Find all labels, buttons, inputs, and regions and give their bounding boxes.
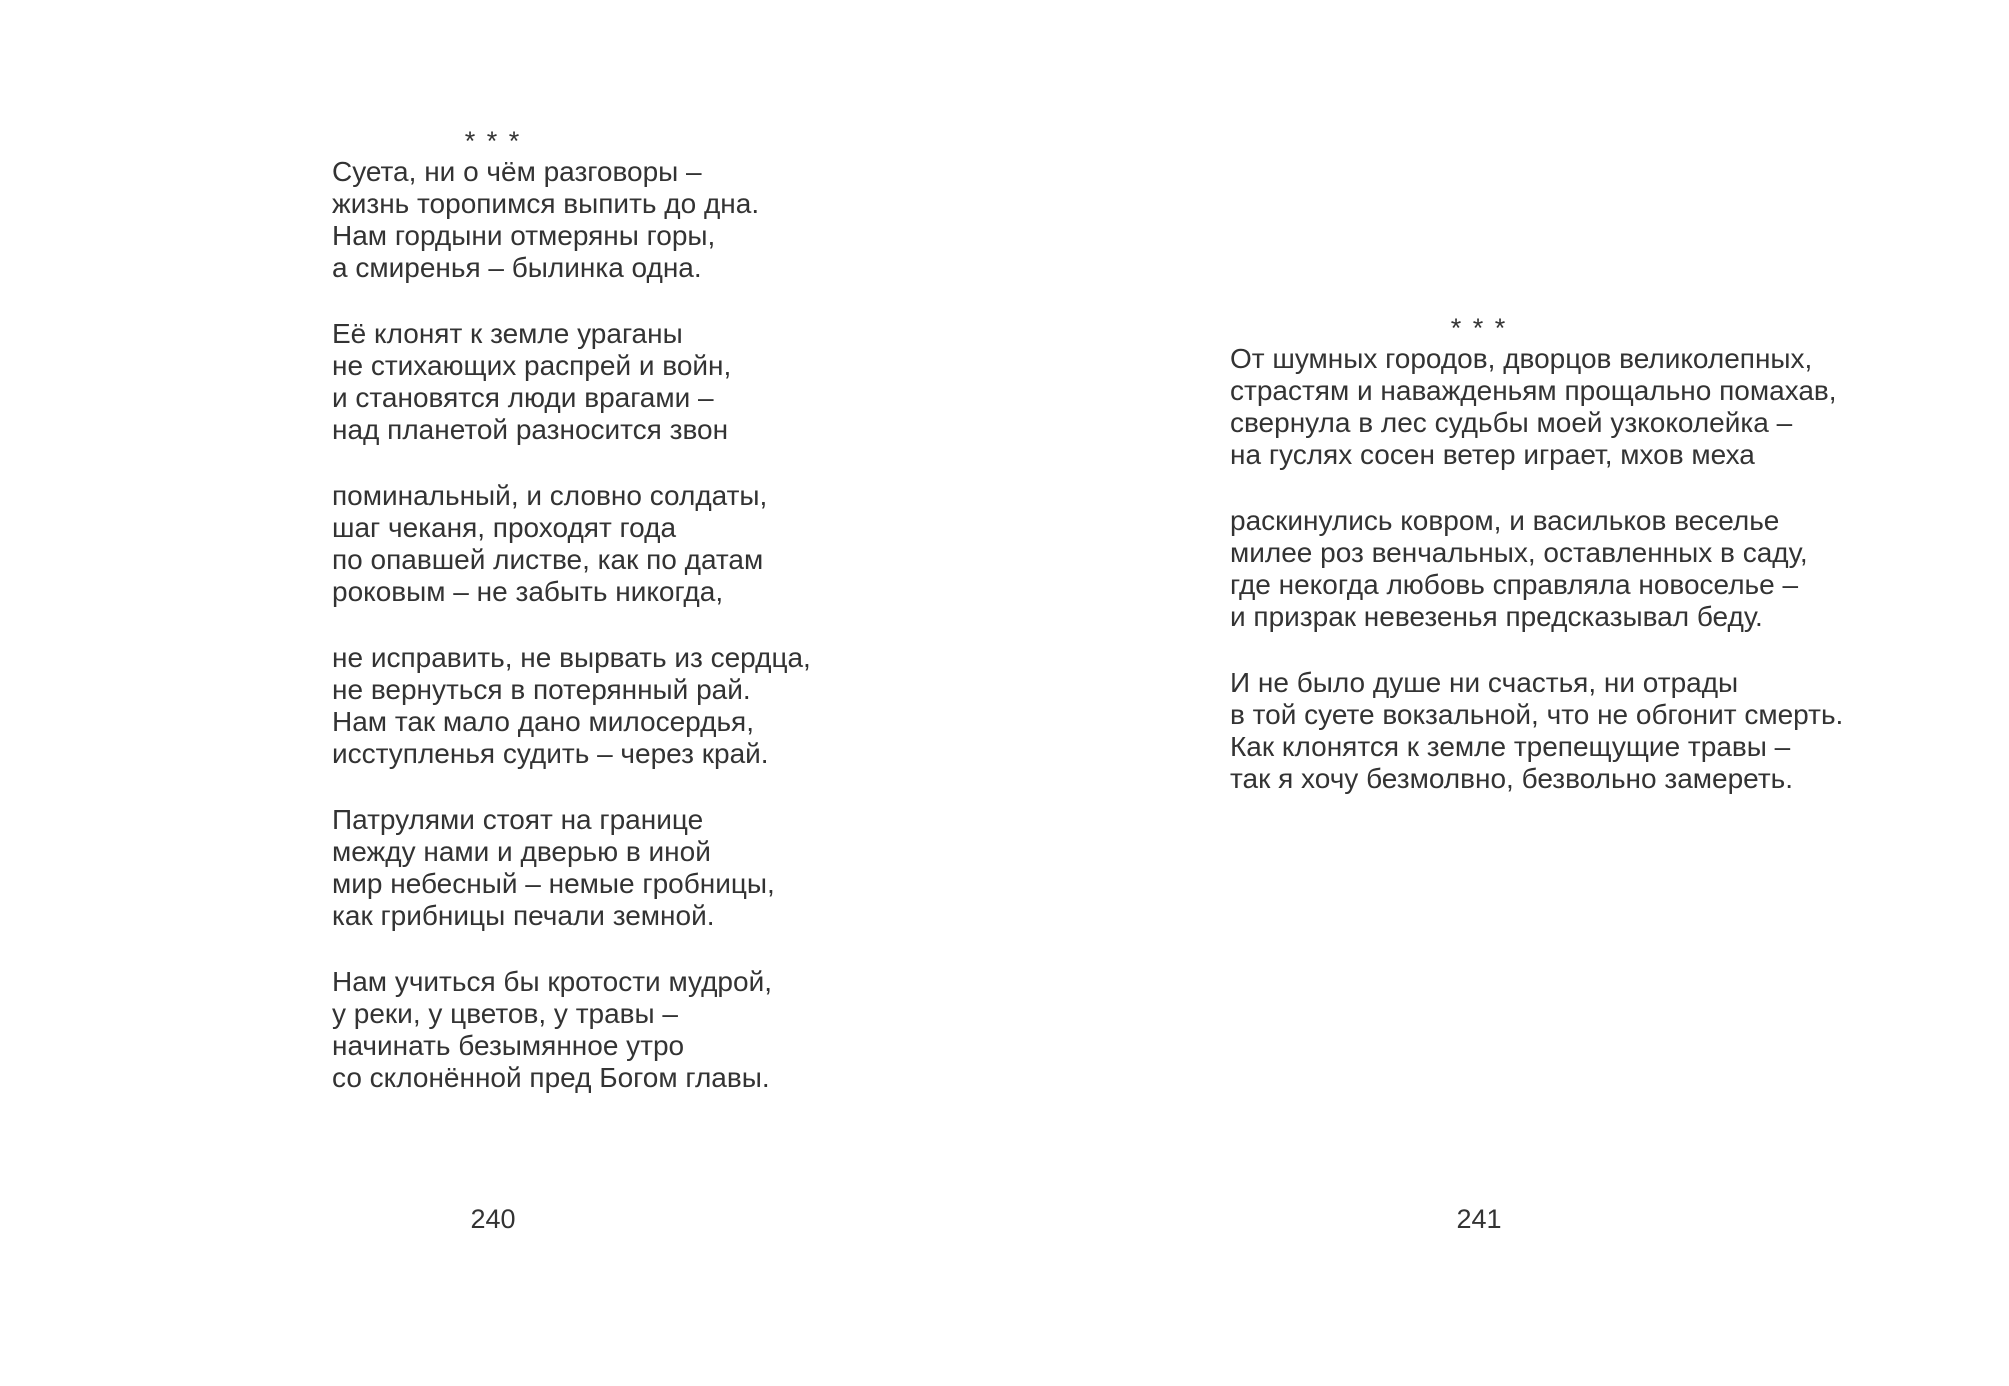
poem-line: где некогда любовь справляла новоселье – [1230, 569, 1799, 600]
poem-line: начинать безымянное утро [332, 1030, 685, 1061]
poem-line: страстям и наважденьям прощально помахав, [1230, 375, 1837, 406]
poem-line: И не было душе ни счастья, ни отрады [1230, 667, 1739, 698]
poem-line: свернула в лес судьбы моей узкоколейка – [1230, 407, 1793, 438]
poem-line: поминальный, и словно солдаты, [332, 480, 768, 511]
poem-line: между нами и дверью в иной [332, 836, 711, 867]
stanza [1230, 667, 1843, 795]
section-marker: * * * [464, 126, 522, 156]
poem-line: над планетой разносится звон [332, 414, 729, 445]
stanza [332, 966, 811, 1094]
stanza [332, 156, 811, 284]
poem-line: не исправить, не вырвать из сердца, [332, 642, 811, 673]
right-page [986, 0, 1972, 1386]
poem-line: не стихающих распрей и войн, [332, 350, 732, 381]
poem-line: Нам гордыни отмеряны горы, [332, 220, 716, 251]
poem-line: шаг чеканя, проходят года [332, 512, 677, 543]
poem-line: со склонённой пред Богом главы. [332, 1062, 770, 1093]
poem-line: на гуслях сосен ветер играет, мхов меха [1230, 439, 1755, 470]
poem-line: исступленья судить – через край. [332, 738, 769, 769]
poem-line: мир небесный – немые гробницы, [332, 868, 775, 899]
poem-line: не вернуться в потерянный рай. [332, 674, 751, 705]
stanza [332, 480, 811, 608]
poem-line: милее роз венчальных, оставленных в саду, [1230, 537, 1808, 568]
stanza [332, 642, 811, 770]
poem-line: а смиренья – былинка одна. [332, 252, 702, 283]
page-number-right: 241 [1456, 1204, 1502, 1234]
poem-right [1230, 343, 1843, 795]
poem-line: жизнь торопимся выпить до дна. [332, 188, 760, 219]
poem-line: Её клонят к земле ураганы [332, 318, 683, 349]
poem-line: Нам учиться бы кротости мудрой, [332, 966, 772, 997]
poem-line: Суета, ни о чём разговоры – [332, 156, 702, 187]
page-number-left: 240 [470, 1204, 516, 1234]
poem-line: Нам так мало дано милосердья, [332, 706, 754, 737]
left-page [0, 0, 986, 1386]
poem-line: Патрулями стоят на границе [332, 804, 704, 835]
section-marker: * * * [1450, 313, 1508, 343]
poem-line: Как клонятся к земле трепещущие травы – [1230, 731, 1791, 762]
poem-line: как грибницы печали земной. [332, 900, 715, 931]
poem-line: так я хочу безмолвно, безвольно замереть. [1230, 763, 1794, 794]
poem-line: по опавшей листве, как по датам [332, 544, 764, 575]
poem-line: роковым – не забыть никогда, [332, 576, 724, 607]
stanza [332, 804, 811, 932]
stanza [1230, 505, 1843, 633]
poem-line: в той суете вокзальной, что не обгонит смерть. [1230, 699, 1844, 730]
poem-line: и становятся люди врагами – [332, 382, 714, 413]
poem-left [332, 156, 811, 1094]
poem-line: От шумных городов, дворцов великолепных, [1230, 343, 1813, 374]
poem-line: у реки, у цветов, у травы – [332, 998, 679, 1029]
poem-line: и призрак невезенья предсказывал беду. [1230, 601, 1763, 632]
stanza [1230, 343, 1843, 471]
poem-line: раскинулись ковром, и васильков веселье [1230, 505, 1780, 536]
stanza [332, 318, 811, 446]
